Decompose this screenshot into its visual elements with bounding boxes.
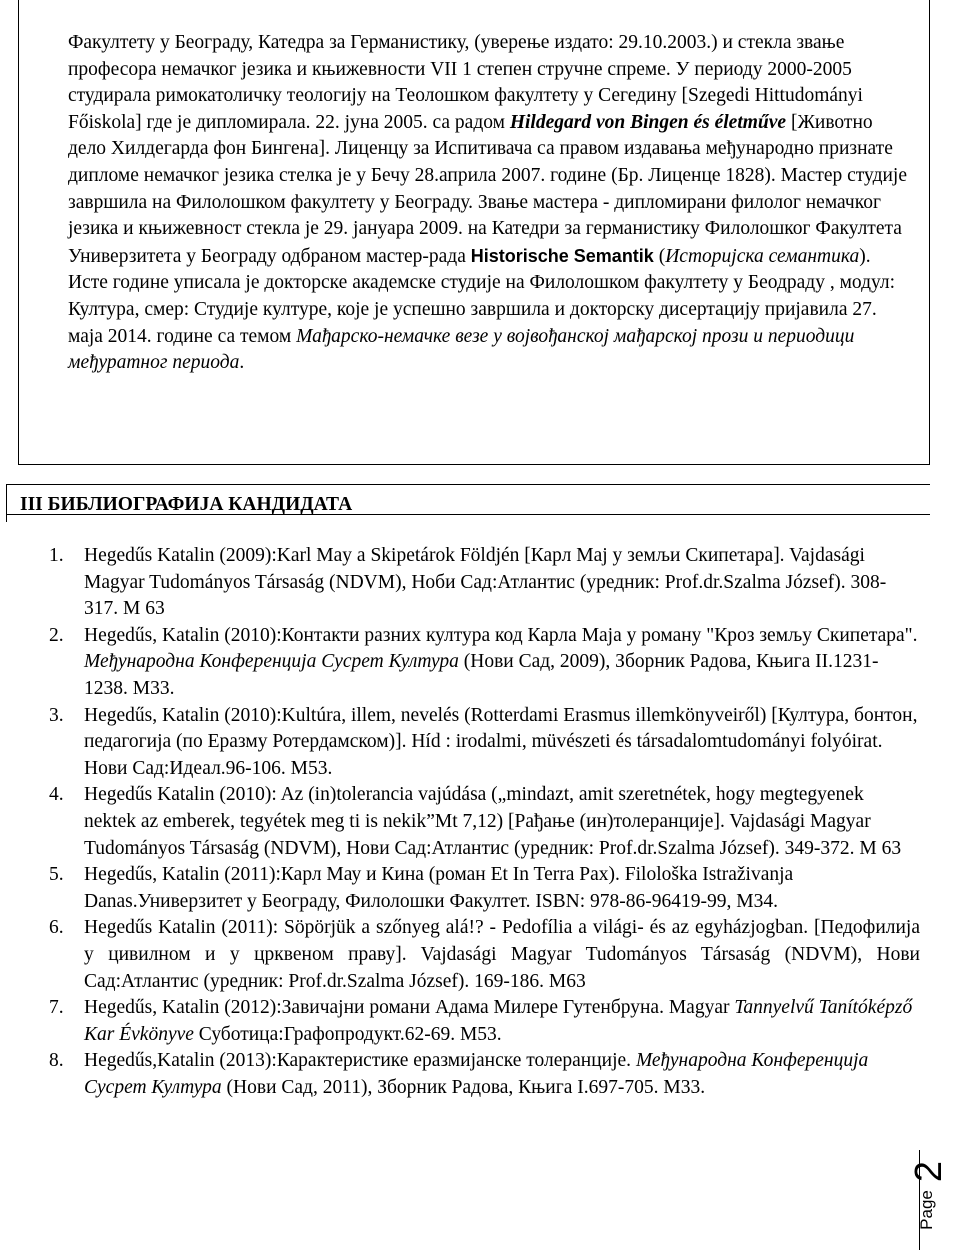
- biography-paragraph: [68, 30, 913, 377]
- bibliography-entry: [32, 543, 920, 623]
- page-number: 2: [908, 1160, 951, 1183]
- entry-text: Hegedűs Katalin (2011): Söpörjük a szőnyeg alá!? - Pedofília a világi- és az egyházjogban. [Педофилија у цивилном и у црквеном праву]. Vajdasági Magyar Tudományos Társaság (NDVM), Нови Сад:Атлантис (уредник: Prof.dr.Szalma József). 169-186. M63: [84, 917, 920, 992]
- bibliography-section-header: [6, 484, 930, 522]
- bio-text-1: Факултету у Београду, Катедра за Германистику, (уверење издато: 29.10.2003.) и стекла звање професора немачког језика и књижевности VII 1 степен стручне спреме. У периоду 2000-2005 студирала римокатоличку теологију на Теолошком факултету у Сегедину [Szegedi Hittudományi Főiskola] где је дипломирала. 22. јуна 2005. са радом: [68, 32, 863, 133]
- page-margin-line: [919, 1150, 920, 1250]
- master-thesis-translation: Историјска семантика: [665, 245, 860, 267]
- entry-text: Hegedűs, Katalin (2010):Kultúra, illem, nevelés (Rotterdami Erasmus illemkönyveiről) [Култура, бонтон, педагогија (по Еразму Ротердамском)]. Híd : irodalmi, müvészeti és társadalomtudományi folyóirat. Нови Сад:Идеал.96-106. M53.: [84, 704, 918, 779]
- diploma-work-title: Hildegard von Bingen és életműve: [509, 111, 787, 133]
- bibliography-list: [32, 543, 920, 1101]
- bibliography-entry: [32, 703, 920, 783]
- page-number-label: [908, 1154, 955, 1244]
- master-thesis-title: Historische Semantik: [470, 245, 654, 266]
- section-title: III БИБЛИОГРАФИЈА КАНДИДАТА: [20, 494, 353, 515]
- entry-text-tail: Суботица:Графопродукт.62-69. M53.: [193, 1023, 502, 1045]
- bibliography-entry: [32, 995, 920, 1048]
- entry-text: Hegedűs Katalin (2009):Karl May a Skipetárok Földjén [Карл Мај у земљи Скипетара]. Vajdasági Magyar Tudományos Társaság (NDVM), Ноби Сад:Атлантис (уредник: Prof.dr.Szalma József). 308-317. M 63: [84, 545, 887, 620]
- entry-text: Hegedűs Katalin (2010): Az (in)tolerancia vajúdása („mindazt, amit szeretnétek, hogy megtegyenek nektek az emberek, tegyétek meg ti is nekik”Mt 7,12) [Рађање (ин)толеранције]. Vajdasági Magyar Tudományos Társaság (NDVM), Нови Сад:Атлантис (уредник: Prof.dr.Szalma József). 349-372. M 63: [84, 784, 902, 859]
- entry-number: 4.: [49, 784, 64, 806]
- entry-number: 3.: [49, 704, 64, 726]
- bio-text-5: .: [239, 352, 245, 374]
- entry-number: 7.: [49, 997, 64, 1019]
- entry-number: 2.: [49, 624, 64, 646]
- entry-number: 5.: [49, 864, 64, 886]
- entry-italic-title: Међународна Конференција Сусрет Култура: [84, 651, 459, 673]
- bio-text-4: ). Исте године уписала је докторске академске студије на Филолошком факултету у Беодраду , модул: Култура, смер: Студије културе, које је успешно завршила и докторску дисертацију пријавила 27. маја 2014. године са темом: [68, 245, 896, 347]
- entry-number: 6.: [49, 917, 64, 939]
- section-divider: [6, 514, 930, 515]
- entry-italic-title: Међународна Конференција Сусрет Култура: [84, 1050, 869, 1098]
- entry-text-tail: (Нови Сад, 2009), Зборник Радова, Књига II.1231-1238. M33.: [84, 651, 879, 699]
- bibliography-entry: [32, 915, 920, 995]
- entry-text: Hegedűs, Katalin (2011):Карл Мау и Кина (роман Et In Terra Pax). Filološka Istraživanja Danas.Универзитет у Београду, Филолошки Факултет. ISBN: 978-86-96419-99, M34.: [84, 864, 794, 912]
- entry-text-tail: (Нови Сад, 2011), Зборник Радова, Књига I.697-705. M33.: [221, 1076, 706, 1098]
- bibliography-entry: [32, 782, 920, 862]
- entry-number: 8.: [49, 1050, 64, 1072]
- bibliography-entry: [32, 623, 920, 703]
- entry-text: Hegedűs, Katalin (2012):Завичајни романи Адама Милере Гутенбруна. Magyar: [84, 997, 735, 1019]
- entry-italic-title: Tannyelvű Tanítóképző Kar Évkönyve: [84, 997, 913, 1045]
- bio-text-2: [Животно дело Хилдегарда фон Бингена]. Лиценцу за Испитивача са правом издавања међународно признате дипломе немачког језика стелка је у Бечу 28.априла 2007. године (Бр. Лиценце 1828). Мастер студије завршила на Филолошком факултету у Београду. Звање мастера - дипломирани филолог немачког језика и књижевност стекла је 29. јануара 2009. на Катедри за германистику Филолошког Факултета Универзитета у Београду одбраном мастер-рада: [68, 111, 907, 267]
- bio-text-3: (: [653, 245, 666, 267]
- page-word: Page: [916, 1190, 936, 1230]
- entry-number: 1.: [49, 545, 64, 566]
- doctoral-thesis-title: Мађарско-немачке везе у војвођанској мађарској прози и периодици међуратног периода: [68, 325, 855, 374]
- bibliography-entry: [32, 862, 920, 915]
- entry-text: Hegedűs,Katalin (2013):Карактеристике еразмијанске толеранције.: [84, 1050, 636, 1072]
- entry-text: Hegedűs, Katalin (2010):Контакти разних култура код Карла Маја у роману "Кроз земљу Скипетара".: [84, 624, 918, 646]
- bibliography-entry: [32, 1048, 920, 1101]
